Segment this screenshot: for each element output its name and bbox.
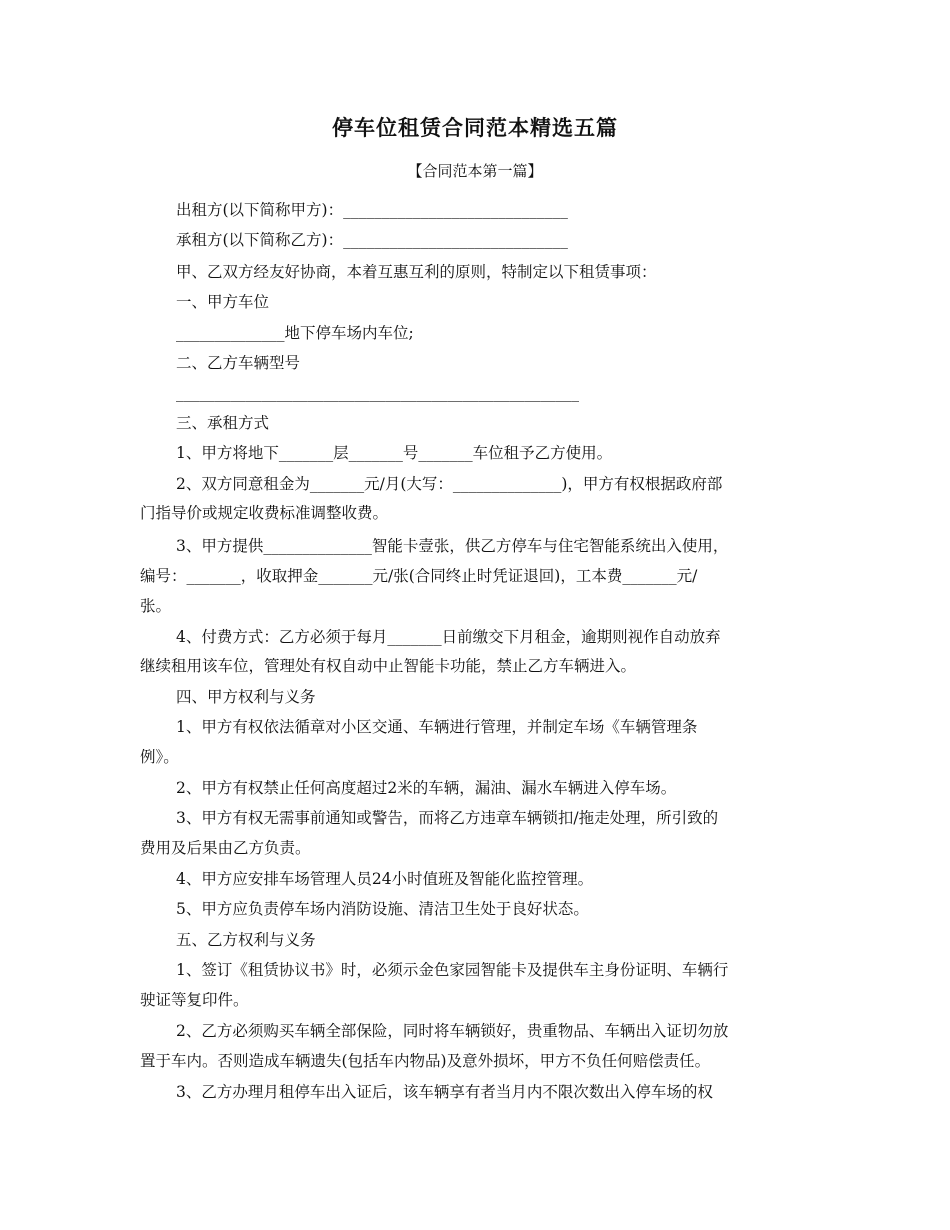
body-line: 3、甲方提供______________智能卡壹张，供乙方停车与住宅智能系统出入使用， xyxy=(176,537,729,555)
body-line: 驶证等复印件。 xyxy=(140,991,249,1009)
body-line: 2、双方同意租金为_______元/月(大写：______________)，甲方有权根据政府部 xyxy=(176,475,723,493)
blank-line: ____________________________________________________ xyxy=(176,384,579,402)
party-a-line: 出租方(以下简称甲方)：_____________________________ xyxy=(176,201,568,219)
body-line: 例》。 xyxy=(140,748,179,766)
section-heading: 四、甲方权利与义务 xyxy=(176,688,316,706)
body-line: 3、乙方办理月租停车出入证后，该车辆享有者当月内不限次数出入停车场的权 xyxy=(176,1083,713,1101)
body-line: 4、付费方式：乙方必须于每月_______日前缴交下月租金，逾期则视作自动放弃 xyxy=(176,628,721,646)
body-line: 门指导价或规定收费标准调整收费。 xyxy=(140,504,389,522)
body-line: 编号：_______，收取押金_______元/张(合同终止时凭证退回)，工本费_______元/ xyxy=(140,567,698,585)
body-line: 1、签订《租赁协议书》时，必须示金色家园智能卡及提供车主身份证明、车辆行 xyxy=(176,961,729,979)
body-line: 置于车内。否则造成车辆遗失(包括车内物品)及意外损坏，甲方不负任何赔偿责任。 xyxy=(140,1052,711,1070)
section-heading: 一、甲方车位 xyxy=(176,293,270,311)
section-heading: 五、乙方权利与义务 xyxy=(176,931,316,949)
party-b-line: 承租方(以下简称乙方)：_____________________________ xyxy=(176,231,568,249)
body-line: 3、甲方有权无需事前通知或警告，而将乙方违章车辆锁扣/拖走处理，所引致的 xyxy=(176,809,719,827)
body-line: 4、甲方应安排车场管理人员24小时值班及智能化监控管理。 xyxy=(176,870,594,888)
body-line: 费用及后果由乙方负责。 xyxy=(140,839,311,857)
body-line: 1、甲方有权依法循章对小区交通、车辆进行管理，并制定车场《车辆管理条 xyxy=(176,718,698,736)
body-line: 2、乙方必须购买车辆全部保险，同时将车辆锁好，贵重物品、车辆出入证切勿放 xyxy=(176,1022,729,1040)
preamble-line: 甲、乙双方经友好协商，本着互惠互利的原则，特制定以下租赁事项： xyxy=(176,263,657,281)
body-line: 2、甲方有权禁止任何高度超过2米的车辆，漏油、漏水车辆进入停车场。 xyxy=(176,779,677,797)
body-line: ______________地下停车场内车位; xyxy=(176,324,414,342)
section-heading: 三、承租方式 xyxy=(176,414,270,432)
body-line: 1、甲方将地下_______层_______号_______车位租予乙方使用。 xyxy=(176,444,613,462)
body-line: 继续租用该车位，管理处有权自动中止智能卡功能，禁止乙方车辆进入。 xyxy=(140,657,637,675)
body-line: 5、甲方应负责停车场内消防设施、清洁卫生处于良好状态。 xyxy=(176,900,589,918)
document-title: 停车位租赁合同范本精选五篇 xyxy=(332,115,618,140)
document-subtitle: 【合同范本第一篇】 xyxy=(407,162,543,180)
section-heading: 二、乙方车辆型号 xyxy=(176,354,301,372)
body-line: 张。 xyxy=(140,597,172,615)
